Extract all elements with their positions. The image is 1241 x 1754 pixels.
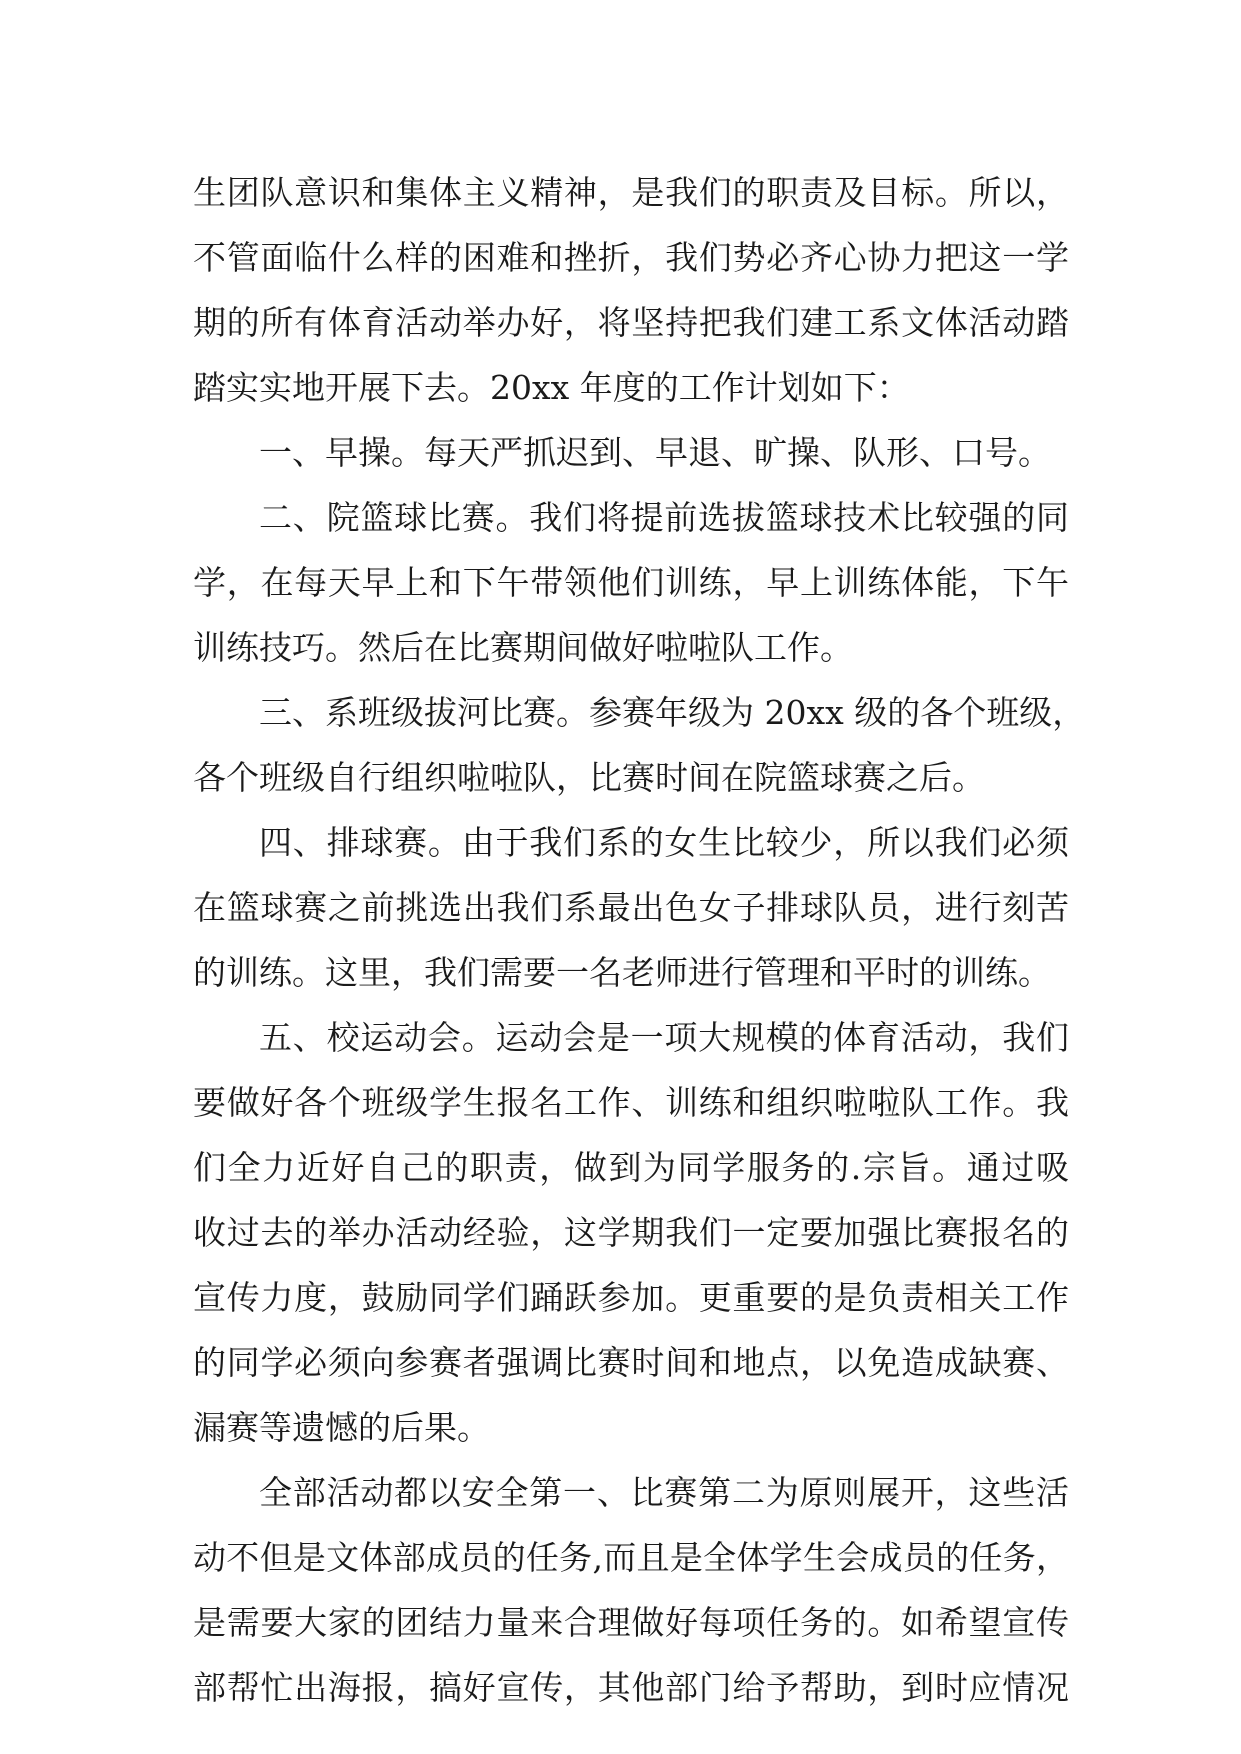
paragraph-morning-exercise: [193, 420, 1069, 485]
text-line: 是需要大家的团结力量来合理做好每项任务的。如希望宣传: [193, 1603, 1069, 1642]
text-line: 一、早操。每天严抓迟到、早退、旷操、队形、口号。: [259, 433, 1051, 472]
text-line: 的训练。这里，我们需要一名老师进行管理和平时的训练。: [193, 953, 1051, 992]
text-line: 全部活动都以安全第一、比赛第二为原则展开，这些活: [259, 1473, 1069, 1512]
paragraph-tug-of-war: [193, 680, 1086, 810]
paragraph-intro: [193, 160, 1069, 420]
text-line: 学，在每天早上和下午带领他们训练，早上训练体能，下午: [193, 563, 1069, 602]
text-line: 训练技巧。然后在比赛期间做好啦啦队工作。: [193, 628, 853, 667]
text-line: 踏实实地开展下去。20xx 年度的工作计划如下：: [193, 368, 910, 407]
text-line: 要做好各个班级学生报名工作、训练和组织啦啦队工作。我: [193, 1083, 1069, 1122]
text-line: 宣传力度，鼓励同学们踊跃参加。更重要的是负责相关工作: [193, 1278, 1069, 1317]
text-line: 五、校运动会。运动会是一项大规模的体育活动，我们: [259, 1018, 1069, 1057]
text-line: 期的所有体育活动举办好，将坚持把我们建工系文体活动踏: [193, 303, 1069, 342]
text-line: 各个班级自行组织啦啦队，比赛时间在院篮球赛之后。: [193, 758, 985, 797]
text-line: 四、排球赛。由于我们系的女生比较少，所以我们必须: [259, 823, 1069, 862]
text-line: 收过去的举办活动经验，这学期我们一定要加强比赛报名的: [193, 1213, 1069, 1252]
text-line: 的同学必须向参赛者强调比赛时间和地点，以免造成缺赛、: [193, 1343, 1069, 1382]
text-line: 生团队意识和集体主义精神，是我们的职责及目标。所以，: [193, 173, 1069, 212]
text-line: 不管面临什么样的困难和挫折，我们势必齐心协力把这一学: [193, 238, 1069, 277]
text-line: 漏赛等遗憾的后果。: [193, 1408, 490, 1447]
text-line: 动不但是文体部成员的任务,而且是全体学生会成员的任务，: [193, 1538, 1069, 1577]
text-line: 二、院篮球比赛。我们将提前选拔篮球技术比较强的同: [259, 498, 1069, 537]
paragraph-sports-meet: [193, 1005, 1069, 1460]
document-body: [193, 160, 1086, 1720]
text-line: 在篮球赛之前挑选出我们系最出色女子排球队员，进行刻苦: [193, 888, 1069, 927]
text-line: 部帮忙出海报，搞好宣传，其他部门给予帮助，到时应情况: [193, 1668, 1069, 1707]
paragraph-safety-principle: [193, 1460, 1069, 1720]
paragraph-volleyball: [193, 810, 1069, 1005]
text-line: 三、系班级拔河比赛。参赛年级为 20xx 级的各个班级，: [259, 693, 1086, 732]
paragraph-basketball: [193, 485, 1069, 680]
text-line: 们全力近好自己的职责，做到为同学服务的.宗旨。通过吸: [193, 1148, 1069, 1187]
